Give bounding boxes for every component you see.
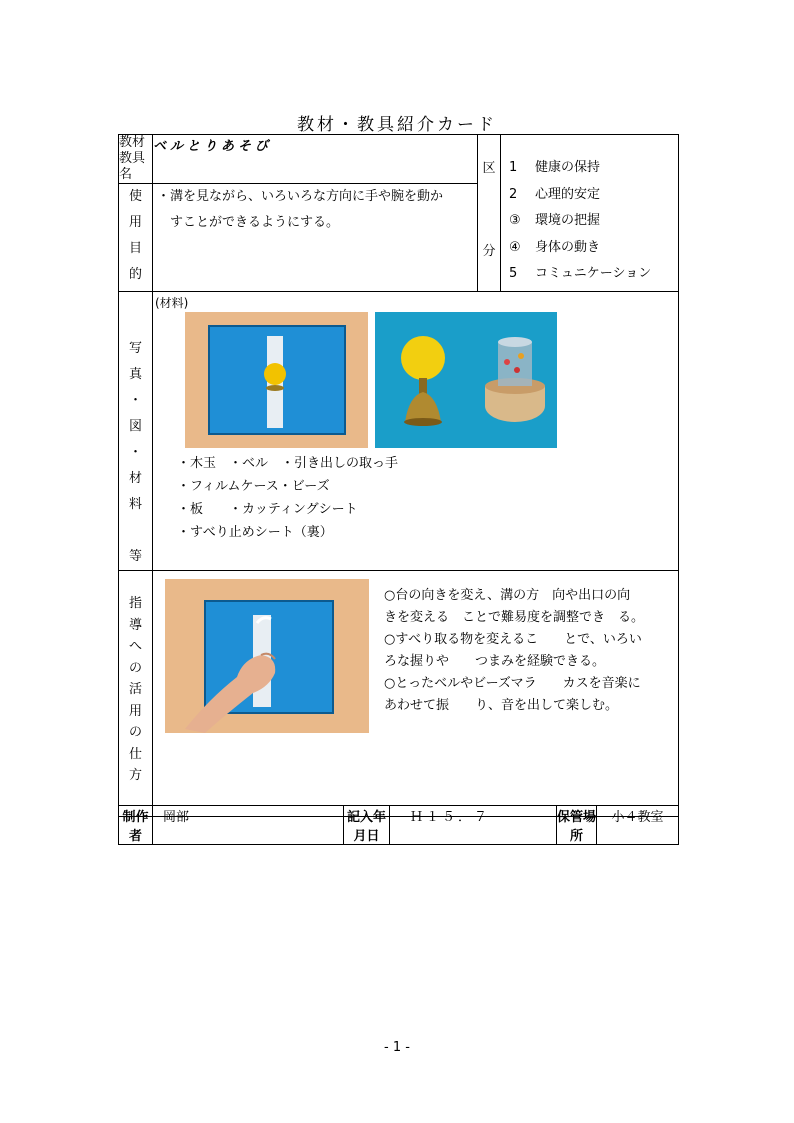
category-item: 1 健康の保持 bbox=[509, 160, 601, 175]
purpose-label: 使 用 目 的 bbox=[119, 184, 153, 292]
materials-caption: (材料) bbox=[155, 296, 189, 310]
list-item: ・板 ・カッティングシート bbox=[177, 502, 358, 517]
photo-hand-board bbox=[165, 579, 369, 733]
materials-label: 写 真 ・ 図 ・ 材 料 等 bbox=[119, 292, 153, 571]
material-name: ベルとりあそび bbox=[153, 135, 478, 184]
category-list bbox=[501, 135, 679, 292]
photo-bell-case bbox=[375, 312, 557, 448]
category-item: 5 コミュニケーション bbox=[509, 266, 652, 281]
category-item: 2 心理的安定 bbox=[509, 186, 601, 202]
material-card bbox=[118, 134, 679, 817]
page-number: - 1 - bbox=[384, 1040, 410, 1055]
category-item: ④ 身体の動き bbox=[509, 239, 601, 255]
place-value: 小４教室 bbox=[597, 806, 679, 845]
kubun-label: 区 分 bbox=[478, 135, 501, 292]
materials-section bbox=[153, 292, 679, 571]
name-label: 教材 教具名 bbox=[119, 135, 153, 184]
materials-list bbox=[177, 452, 398, 544]
list-item: ・フィルムケース・ビーズ bbox=[177, 479, 330, 494]
card-title: 教材・教具紹介カード bbox=[297, 115, 497, 135]
date-value: Ｈ１５．７ bbox=[390, 806, 557, 845]
usage-label: 指 導 へ の 活 用 の 仕 方 bbox=[119, 571, 153, 817]
date-label: 記入年月日 bbox=[344, 806, 390, 845]
usage-notes: ○台の向きを変え、溝の方 向や出口の向 きを変える ことで難易度を調整でき る。 ○すべり取る物を変えるこ とで、いろい ろな握りや つまみを経験できる。 ○とったベルやビーズマラ カスを音楽に あわせて振 り、音を出して楽しむ。 bbox=[384, 588, 645, 713]
category-item: ③ 環境の把握 bbox=[509, 213, 601, 228]
card-footer bbox=[118, 805, 679, 845]
list-item: ・木玉 ・ベル ・引き出しの取っ手 bbox=[177, 456, 399, 471]
purpose-text: ・溝を見ながら、いろいろな方向に手や腕を動か すことができるようにする。 bbox=[153, 184, 478, 292]
usage-section bbox=[153, 571, 679, 817]
author-value: 岡部 bbox=[153, 806, 344, 845]
list-item: ・すべり止めシート（裏） bbox=[177, 525, 333, 540]
author-label: 制作者 bbox=[119, 806, 153, 845]
photo-board-ball bbox=[185, 312, 368, 448]
place-label: 保管場所 bbox=[557, 806, 597, 845]
